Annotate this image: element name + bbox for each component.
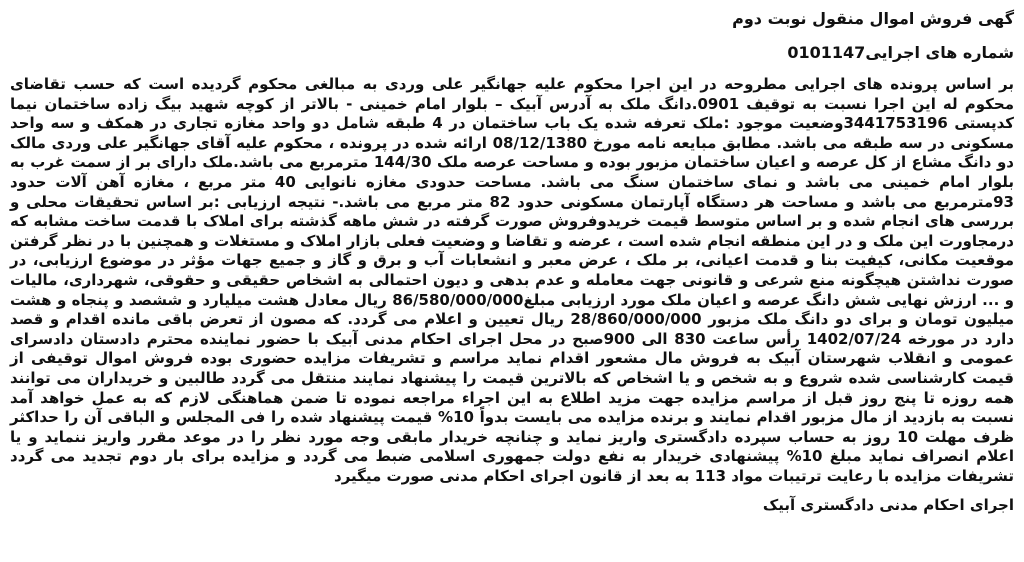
issuer-signature: اجرای احکام مدنی دادگستری آبیک (762, 496, 1014, 515)
case-number: شماره های اجرایی0101147 (787, 43, 1014, 62)
notice-body: بر اساس پرونده های اجرایی مطروحه در این اجرا محکوم علیه جهانگیر علی وردی به مبالغی محکوم گردیده است که حسب تقاضای محکوم له این اجرا نسبت به توقیف 0901.دانگ ملک به آدرس آبیک – بلوار امام خمینی - بالاتر از کوچه شهید بیگ زاده ساختمان نیما کدپستی 3441753196وضعیت موجود :ملک تعرفه شده یک باب ساختمان در 4 طبقه شامل دو واحد مغازه تجاری در همکف و سه واحد مسکونی در سه طبقه می باشد. مطابق مبایعه نامه مورخ 08/12/1380 ارائه شده در پرونده ، محکوم علیه آقای جهانگیر علی وردی مالک دو دانگ مشاع از کل عرصه و اعیان ساختمان مزبور بوده و مساحت عرصه ملک 144/30 مترمربع می باشد.ملک دارای بر از سمت غرب به بلوار امام خمینی می باشد و نمای ساختمان سنگ می باشد. مساحت حدودی مغازه نانوایی 40 متر مربع ، مغازه آهن آلات حدود 93مترمربع می باشد و مساحت هر دستگاه آپارتمان مسکونی حدود 82 متر مربع می باشد.- نتیجه ارزیابی :بر اساس تحقیقات محلی و بررسی های انجام شده و بر اساس متوسط قیمت خریدوفروش صورت گرفته در شش ماهه گذشته برای املاک با قدمت ساخت مشابه که درمجاورت این ملک و در این منطقه انجام شده است ، عرضه و تقاضا و وضعیت فعلی بازار املاک و مستغلات و همچنین با در نظر گرفتن موقعیت مکانی، کیفیت بنا و قدمت اعیانی، بر ملک ، عرض معبر و انشعابات آب و برق و گاز و جمیع جهات مؤثر در موضوع ارزیابی، در صورت نداشتن هیچگونه منع شرعی و قانونی جهت معامله و عدم بدهی و دیون احتمالی به اشخاص حقیقی و حقوقی، شهرداری، مالیات و ... ارزش نهایی شش دانگ عرصه و اعیان ملک مورد ارزیابی مبلغ86/580/000/000 ریال معادل هشت میلیارد و ششصد و پنجاه و هشت میلیون تومان و برای دو دانگ ملک مزبور 28/860/000/000 ریال تعیین و اعلام می گردد. که مصون از تعرض باقی مانده اقدام و قصد دارد در مورخه 1402/07/24 رأس ساعت 830 الی 900صبح در محل اجرای احکام مدنی آبیک با حضور نماینده محترم دادستان دادسرای عمومی و انقلاب شهرستان آبیک به فروش مال مشعور اقدام نماید مراسم و تشریفات مزایده حضوری بوده فروش اموال توقیفی از قیمت کارشناسی شده شروع و به شخص و یا اشخاص که بالاترین قیمت را پیشنهاد نمایند منتقل می گردد طالبین و خریداران می توانند همه روزه تا پنج روز قبل از مراسم مزایده جهت مزید اطلاع به این اجراء مراجعه نموده تا ضمن هماهنگی لازم که به عمل خواهد آمد نسبت به بازدید از مال مزبور اقدام نمایند و برنده مزایده می بایست بدواً 10% قیمت پیشنهاد شده را فی المجلس و الباقی آن را حداکثر ظرف مهلت 10 روز به حساب سپرده دادگستری واریز نماید و چنانچه خریدار مابقی وجه مورد نظر را در موعد مقرر واریز ننماید و یا اعلام انصراف نماید مبلغ 10% پیشنهادی خریدار به نفع دولت جمهوری اسلامی ضبط می گردد و مزایده برای بار دوم تجدید می گردد تشریفات مزایده با رعایت ترتیبات مواد 113 به بعد از قانون اجرای احکام مدنی صورت میگیرد (10, 75, 1015, 485)
notice-title: گهی فروش اموال منقول نوبت دوم (732, 9, 1014, 28)
